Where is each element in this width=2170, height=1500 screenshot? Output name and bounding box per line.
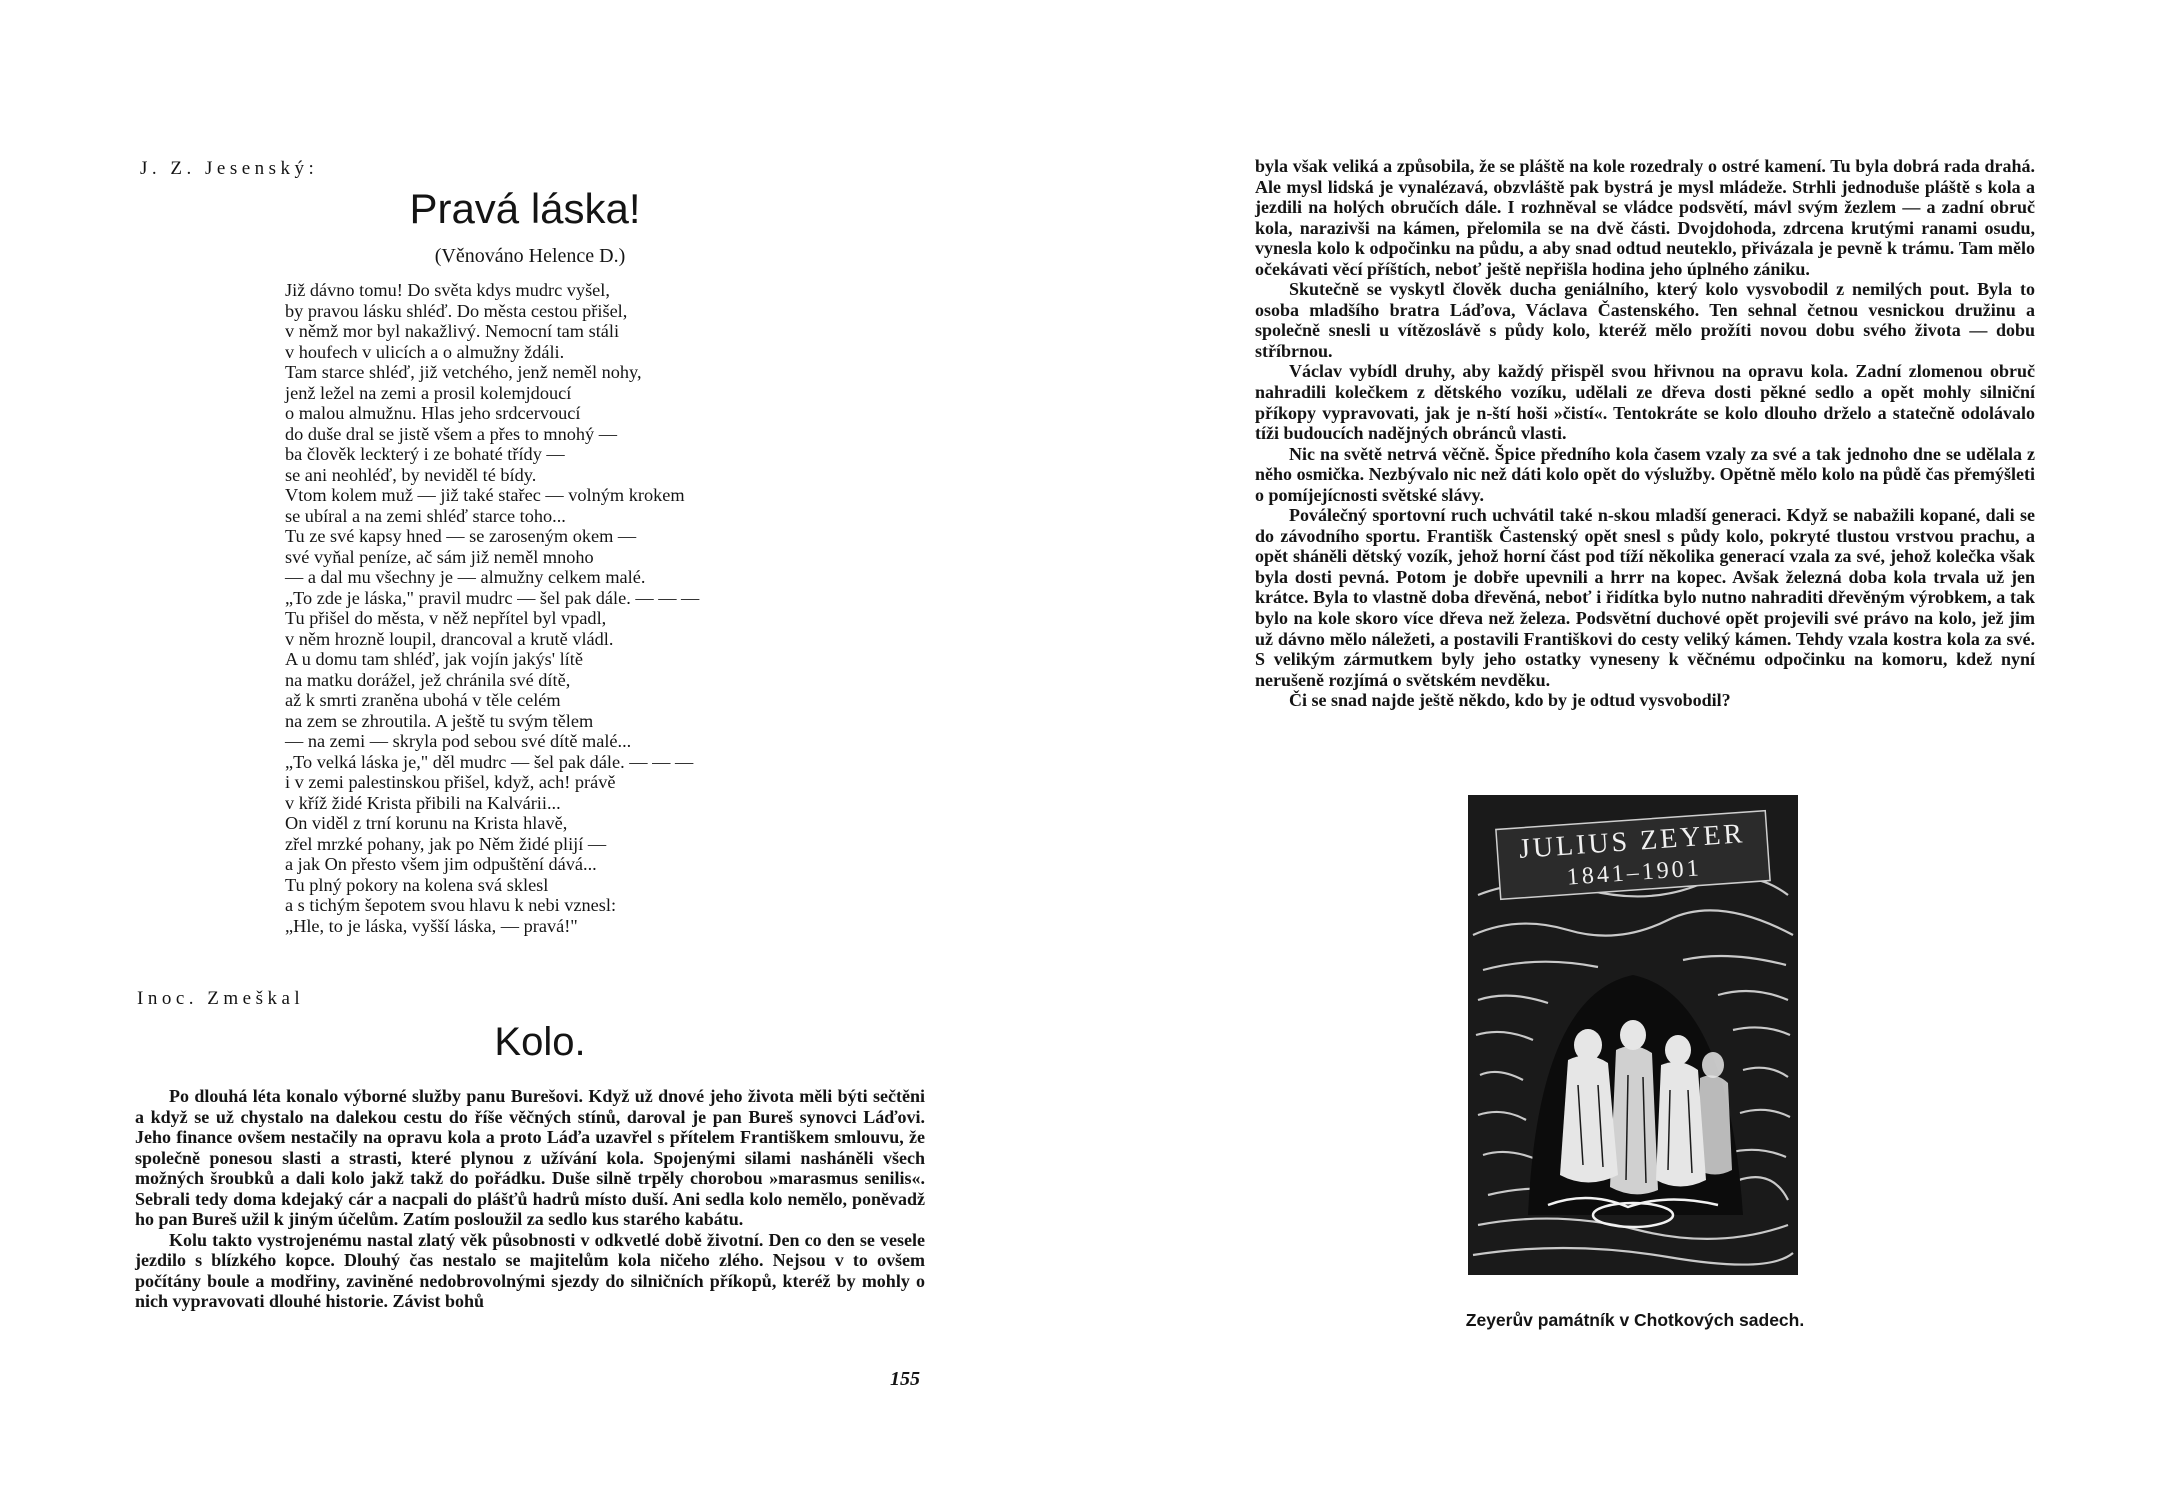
illustration-caption: Zeyerův památník v Chotkových sadech. (1465, 1310, 1805, 1330)
paragraph: Václav vybídl druhy, aby každý přispěl svou hřivnou na opravu kola. Zadní zlomenou obruč nahradili kolečkem z dětského vozíku, udělali ze dřeva dosti pěkné sedlo a opět mohly silniční příkopy vypravovati, jak je n-ští hoši »čistí«. Tentokráte se kolo dlouho drželo a statečně odolávalo tíži budoucích nadějných obránců vlasti. (1255, 361, 2035, 444)
monument-dates: 1841–1901 (1566, 855, 1703, 891)
zeyer-monument-illustration (1468, 795, 1798, 1275)
paragraph: byla však veliká a způsobila, že se pláště na kole rozedraly o ostré kamení. Tu byla dobrá rada drahá. Ale mysl lidská je vynalézavá, obzvláště pak bystrá je mysl mládeže. Strhli jednoduše pláště s kola a jezdili na holých obručích dále. I rozhněval se vládce podsvětí, mávl svým žezlem — a zadní obruč kola, narazivši na kámen, přelomila se na dvě části. Dvojdohoda, zdrcena krutými ranami osudu, vynesla kolo k odpočinku na půdu, a aby snad odtud neuteklo, přivázala je pevně k trámu. Tam mělo očekávati věcí příštích, neboť ještě nepřišla hodina jeho úplného zániku. (1255, 156, 2035, 279)
poem-title: Pravá láska! (409, 185, 641, 232)
poem-body (285, 280, 845, 936)
poem-line: na matku dorážel, jež chránila své dítě, (285, 669, 571, 690)
story-text-part1 (135, 1086, 925, 1312)
story-title: Kolo. (494, 1020, 586, 1064)
poem-line: Tam starce shléď, již vetchého, jenž neměl nohy, (285, 362, 642, 382)
monument-name: JULIUS ZEYER (1517, 818, 1747, 865)
poem-line: jenž ležel na zemi a prosil kolemjdoucí (285, 382, 572, 403)
page-number: 155 (890, 1368, 920, 1390)
poem-author: J. Z. Jesenský: (140, 158, 319, 179)
poem-line: i v zemi palestinskou přišel, když, ach! právě (285, 772, 616, 792)
poem-line: v houfech v ulicích a o almužny ždáli. (285, 341, 565, 362)
poem-line: o malou almužnu. Hlas jeho srdcervoucí (285, 403, 581, 423)
paragraph: Skutečně se vyskytl člověk ducha geniálního, který kolo vysvobodil z nemilých pout. Byla to osoba mladšího bratra Láďova, Václava Častenského. Ten sehnal četnou vesnickou družinu a společně snesli u vítězoslávě s půdy kolo, kteréž mělo prožíti novou dobu svého života — dobu stříbrnou. (1255, 279, 2035, 361)
poem-line: On viděl z trní korunu na Krista hlavě, (285, 813, 568, 833)
story-author: Inoc. Zmeškal (137, 988, 305, 1009)
poem-line: by pravou lásku shléď. Do města cestou přišel, (285, 300, 628, 321)
right-page (1085, 0, 2170, 1500)
paragraph: Po dlouhá léta konalo výborné služby panu Burešovi. Když už dnové jeho života měli býti sečtěni a když se už chystalo na dalekou cestu do říše věčných stínů, daroval je pan Bureš synovci Láďovi. Jeho finance ovšem nestačily na opravu kola a proto Láďa uzavřel s přítelem Františkem smlouvu, že společně ponesou slasti a strasti, které plynou z užívání kola. Spojenými silami nasháněli všech možných šroubků a dali kolo jakž takž do pořádku. Duše silně trpěly chorobou »marasmus senilis«. Sebrali tedy doma kdejaký cár a nacpali do plášťů hadrů místo duší. Ani sedla kolo nemělo, poněvadž ho pan Bureš užil k jiným účelům. Zatím posloužil za sedlo kus starého kabátu. (135, 1086, 925, 1230)
poem-line: A u domu tam shléď, jak vojín jakýs' lítě (285, 649, 583, 669)
poem-dedication: (Věnováno Helence D.) (434, 245, 626, 267)
poem-line: Tu přišel do města, v něž nepřítel byl vpadl, (285, 608, 607, 628)
poem-line: se ani neohléď, by neviděl té bídy. (285, 464, 537, 485)
poem-line: Tu plný pokory na kolena svá sklesl (285, 874, 549, 895)
paragraph: Nic na světě netrvá věčně. Špice předního kola časem vzaly za své a tak jednoho dne se udělala z něho osmička. Nezbývalo nic než dáti kolo opět do výslužby. Opětně mělo kolo na půdě čas přemýšleti o pomíjejícnosti světské slávy. (1255, 443, 2035, 505)
poem-line: „Hle, to je láska, vyšší láska, — pravá!" (285, 915, 578, 936)
paragraph: Či se snad najde ještě někdo, kdo by je odtud vysvobodil? (1289, 690, 1731, 711)
poem-line: „To velká láska je," děl mudrc — šel pak dále. — — — (285, 751, 694, 772)
poem-line: „To zde je láska," pravil mudrc — šel pak dále. — — — (285, 587, 700, 608)
paragraph: Kolu takto vystrojenému nastal zlatý věk působnosti v odkvetlé době životní. Den co den se vesele jezdilo s blízkého kopce. Dlouhý čas nestalo se majitelům kola ničeho zlého. Nejsou v to ovšem počítány boule a modřiny, zaviněné nedobrovolnými sjezdy do silničních příkopů, kteréž by mohly o nich vypravovati dlouhé historie. Závist bohů (135, 1229, 925, 1312)
poem-line: Tu ze své kapsy hned — se zaroseným okem — (285, 526, 637, 546)
poem-line: Již dávno tomu! Do světa kdys mudrc vyšel, (285, 280, 610, 300)
poem-line: v kříž židé Krista přibili na Kalvárii... (285, 792, 561, 813)
poem-line: na zem se zhroutila. A ještě tu svým tělem (285, 710, 594, 731)
poem-line: — a dal mu všechny je — almužny celkem malé. (285, 567, 646, 587)
poem-line: své vyňal peníze, ač sám již neměl mnoho (285, 546, 594, 567)
poem-line: a jak On přesto všem jim odpuštění dává... (285, 854, 597, 874)
poem-line: Vtom kolem muž — již také stařec — volným krokem (285, 485, 685, 505)
poem-line: v něm hrozně loupil, drancoval a krutě vládl. (285, 628, 614, 649)
poem-line: se ubíral a na zemi shléď starce toho... (285, 505, 566, 526)
poem-line: do duše dral se jistě všem a přes to mnohý — (285, 423, 618, 444)
poem-line: — na zemi — skryla pod sebou své dítě malé... (285, 731, 632, 751)
poem-line: ba člověk leckterý i ze bohaté třídy — (285, 444, 565, 464)
poem-line: zřel mrzké pohany, jak po Něm židé plijí — (285, 833, 607, 854)
paragraph: Poválečný sportovní ruch uchvátil také n-skou mladší generaci. Když se nabažili kopané, dali se do závodního sportu. Františk Častenský opět snesl s půdy kolo, pokryté tlustou vrstvou prachu, a opět sháněli dětský vozík, jehož horní část pod tíží několika generací vzala za své, jehož kolečka však byla dosti pevná. Potom je dobře upevnili a hrrr na kopec. Avšak železná doba kola trvala už jen krátce. Byla to vlastně doba dřevěná, neboť i řidítka bylo nutno nahraditi dřevěným výrobkem, a tak bylo na kole skoro více dřeva než železa. Podsvětní duchové opět projevili své právo na kolo, jež jim už dávno mělo náležeti, a postavili Františkovi do cesty veliký kámen. Tehdy vzala kostra kola za své. S velikým zármutkem byly jeho ostatky vyneseny k věčnému odpočinku na komoru, kdež nyní nerušeně rozjímá o světském nevděku. (1255, 505, 2035, 690)
poem-line: až k smrti zraněna ubohá v těle celém (285, 690, 561, 710)
poem-line: v němž mor byl nakažlivý. Nemocní tam stáli (285, 321, 620, 341)
poem-line: a s tichým šepotem svou hlavu k nebi vznesl: (285, 895, 617, 915)
story-text-part2 (1255, 156, 2035, 711)
